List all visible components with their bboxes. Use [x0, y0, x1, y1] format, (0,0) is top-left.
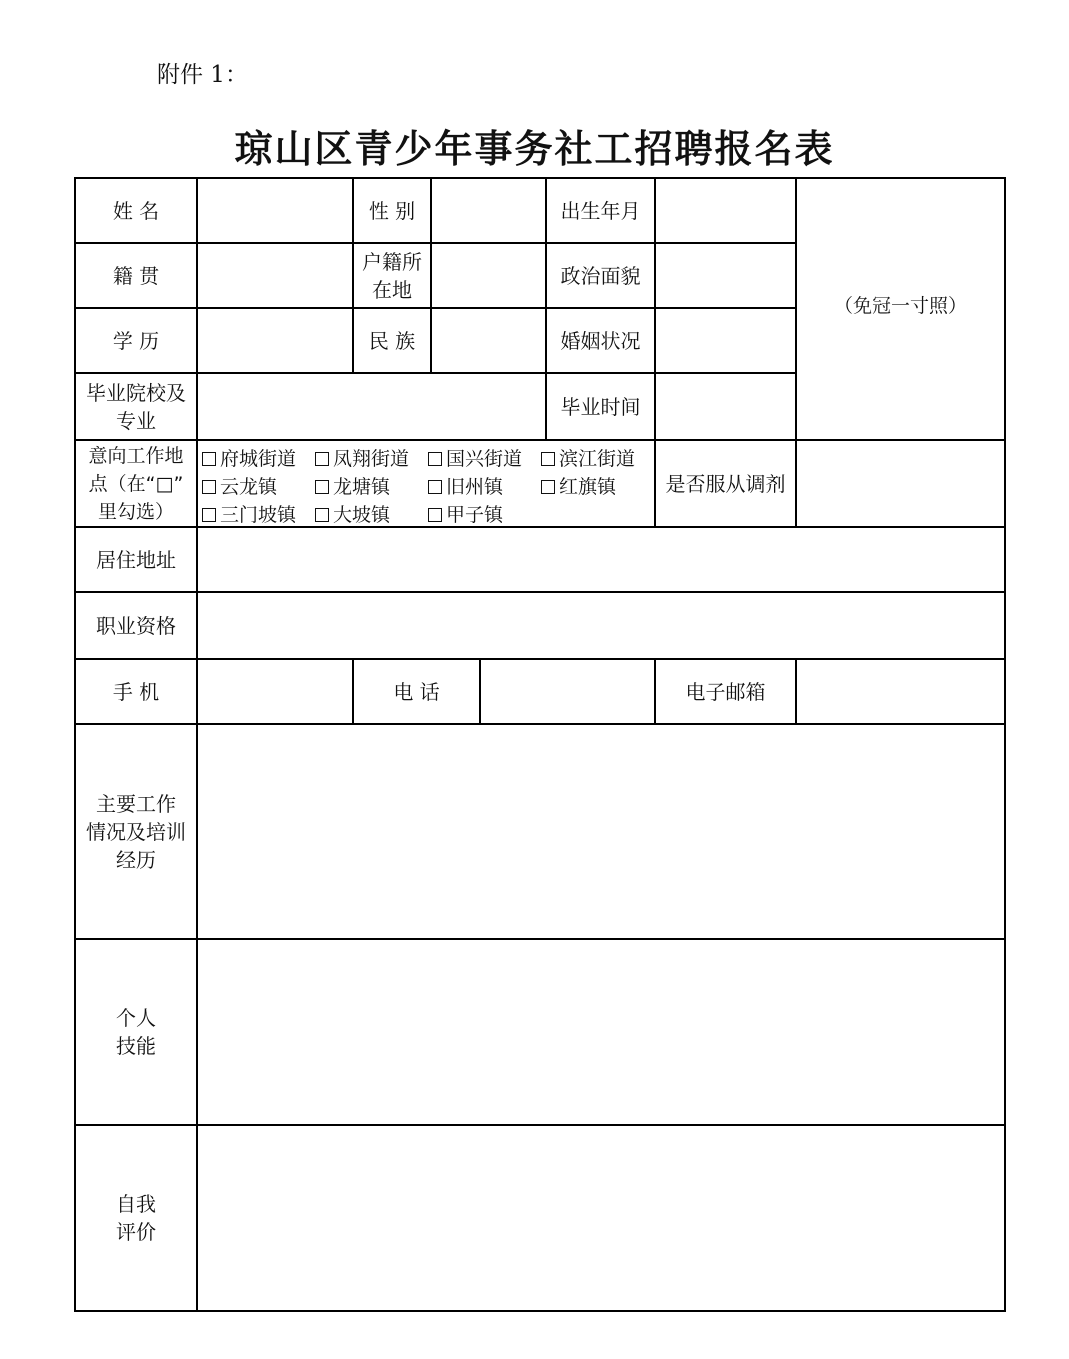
location-option[interactable]: 凤翔街道: [315, 445, 428, 473]
label-grad-time: 毕业时间: [545, 372, 656, 441]
label-email: 电子邮箱: [654, 658, 797, 725]
label-school: 毕业院校及 专业: [74, 372, 198, 441]
location-option[interactable]: 龙塘镇: [315, 473, 428, 501]
field-phone[interactable]: [479, 658, 656, 725]
location-option[interactable]: 大坡镇: [315, 501, 428, 529]
field-school[interactable]: [196, 372, 547, 441]
location-row: [202, 473, 654, 501]
field-qualification[interactable]: [196, 591, 1006, 660]
label-experience: 主要工作 情况及培训 经历: [74, 723, 198, 940]
field-native-place[interactable]: [196, 242, 354, 309]
label-ethnicity: 民 族: [352, 307, 432, 374]
field-household[interactable]: [430, 242, 547, 309]
label-political: 政治面貌: [545, 242, 656, 309]
label-phone: 电 话: [352, 658, 481, 725]
location-option[interactable]: 滨江街道: [541, 445, 654, 473]
field-marital[interactable]: [654, 307, 797, 374]
location-option[interactable]: 云龙镇: [202, 473, 315, 501]
location-option[interactable]: 国兴街道: [428, 445, 541, 473]
checkbox[interactable]: [428, 480, 442, 494]
label-marital: 婚姻状况: [545, 307, 656, 374]
field-adjust[interactable]: [795, 439, 1006, 528]
label-qualification: 职业资格: [74, 591, 198, 660]
label-mobile: 手 机: [74, 658, 198, 725]
checkbox[interactable]: [202, 452, 216, 466]
field-name[interactable]: [196, 177, 354, 244]
checkbox[interactable]: [202, 480, 216, 494]
field-political[interactable]: [654, 242, 797, 309]
location-option[interactable]: 旧州镇: [428, 473, 541, 501]
field-gender[interactable]: [430, 177, 547, 244]
field-experience[interactable]: [196, 723, 1006, 940]
field-education[interactable]: [196, 307, 354, 374]
location-option[interactable]: 红旗镇: [541, 473, 654, 501]
checkbox[interactable]: [315, 480, 329, 494]
label-education: 学 历: [74, 307, 198, 374]
location-options: [196, 439, 656, 528]
form-title: 琼山区青少年事务社工招聘报名表: [234, 127, 835, 171]
field-skills[interactable]: [196, 938, 1006, 1126]
checkbox[interactable]: [541, 452, 555, 466]
checkbox[interactable]: [315, 508, 329, 522]
location-row: [202, 501, 654, 529]
field-birth[interactable]: [654, 177, 797, 244]
checkbox[interactable]: [428, 452, 442, 466]
attachment-label: 附件 1：: [157, 62, 248, 88]
field-address[interactable]: [196, 526, 1006, 593]
label-birth: 出生年月: [545, 177, 656, 244]
field-ethnicity[interactable]: [430, 307, 547, 374]
checkbox[interactable]: [428, 508, 442, 522]
label-location-pref: 意向工作地 点（在“□” 里勾选）: [74, 439, 198, 528]
location-option[interactable]: 三门坡镇: [202, 501, 315, 529]
location-option[interactable]: 府城街道: [202, 445, 315, 473]
label-household: 户籍所 在地: [352, 242, 432, 309]
label-self-eval: 自我 评价: [74, 1124, 198, 1312]
field-mobile[interactable]: [196, 658, 354, 725]
photo-box[interactable]: （免冠一寸照）: [795, 177, 1006, 441]
field-self-eval[interactable]: [196, 1124, 1006, 1312]
field-grad-time[interactable]: [654, 372, 797, 441]
checkbox[interactable]: [315, 452, 329, 466]
field-email[interactable]: [795, 658, 1006, 725]
label-skills: 个人 技能: [74, 938, 198, 1126]
location-option[interactable]: 甲子镇: [428, 501, 541, 529]
label-gender: 性 别: [352, 177, 432, 244]
label-name: 姓 名: [74, 177, 198, 244]
location-row: [202, 445, 654, 473]
checkbox[interactable]: [202, 508, 216, 522]
label-address: 居住地址: [74, 526, 198, 593]
label-native-place: 籍 贯: [74, 242, 198, 309]
label-adjust: 是否服从调剂: [654, 439, 797, 528]
checkbox[interactable]: [541, 480, 555, 494]
